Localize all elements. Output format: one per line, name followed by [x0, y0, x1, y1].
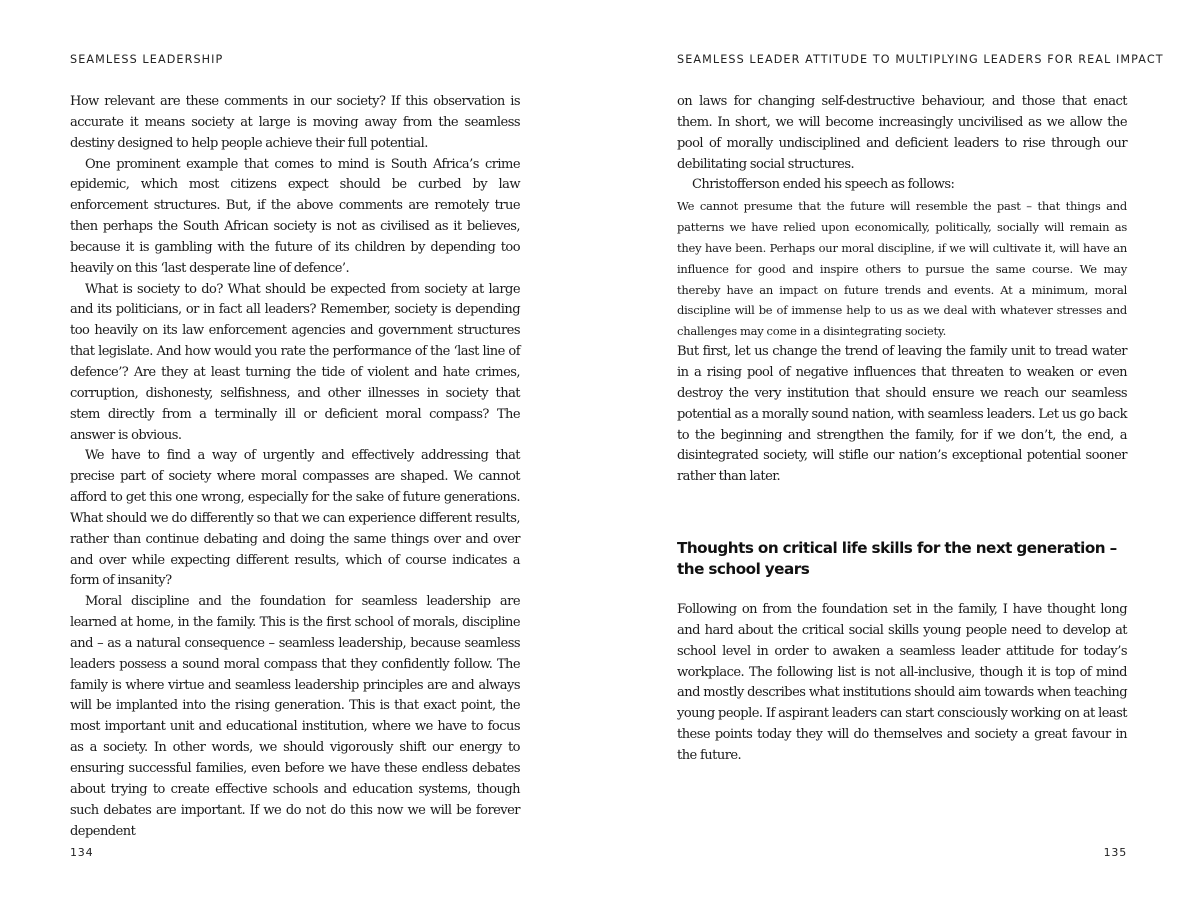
- paragraph: We have to find a way of urgently and effectively addressing that precise part of society where moral compasses are shaped. We cannot afford to get this one wrong, especially for the sake of future generations. What should we do differently so that we can experience different results, rather than continue debating and doing the same things over and over and over while expecting different results, which of course indicates a form of insanity?: [70, 448, 520, 589]
- running-head-left: SEAMLESS LEADERSHIP: [70, 53, 224, 66]
- running-head-right: SEAMLESS LEADER ATTITUDE TO MULTIPLYING LEADERS FOR REAL IMPACT: [677, 53, 1164, 66]
- paragraph-quote-intro: Christofferson ended his speech as follows:: [692, 177, 955, 193]
- right-page: [677, 0, 1164, 917]
- section-heading: Thoughts on critical life skills for the next generation – the school years: [677, 539, 1117, 579]
- page-number-right: 135: [1103, 846, 1127, 859]
- block-quote: We cannot presume that the future will resemble the past – that things and patterns we have relied upon economically, politically, socially will remain as they have been. Perhaps our moral discipline, if we will cultivate it, will have an influence for good and inspire others to pursue the same course. We may thereby have an impact on future trends and events. At a minimum, moral discipline will be of immense help to us as we deal with whatever stresses and challenges may come in a disintegrating society.: [677, 199, 1127, 339]
- left-page: [70, 0, 520, 917]
- paragraph: But first, let us change the trend of leaving the family unit to tread water in a rising pool of negative influences that threaten to weaken or even destroy the very institution that should ensure we reach our seamless potential as a morally sound nation, with seamless leaders. Let us go back to the beginning and strengthen the family, for if we don’t, the end, a disintegrated society, will stifle our nation’s exceptional potential sooner rather than later.: [677, 344, 1127, 485]
- paragraph: One prominent example that comes to mind is South Africa’s crime epidemic, which most citizens expect should be curbed by law enforcement structures. But, if the above comments are remotely true then perhaps the South African society is not as civilised as it believes, because it is gambling with the future of its children by depending too heavily on this ‘last desperate line of defence’.: [70, 156, 520, 276]
- paragraph: How relevant are these comments in our society? If this observation is accurate it means society at large is moving away from the seamless destiny designed to help people achieve their full potential.: [70, 94, 520, 151]
- page-number-left: 134: [70, 846, 94, 859]
- paragraph-continued: on laws for changing self-destructive behaviour, and those that enact them. In short, we will become increasingly uncivilised as we allow the pool of morally undisciplined and deficient leaders to rise through our debilitating social structures.: [677, 94, 1127, 172]
- right-page-body: [677, 92, 1127, 767]
- paragraph: Following on from the foundation set in the family, I have thought long and hard about the critical social skills young people need to develop at school level in order to awaken a seamless leader attitude for today’s workplace. The following list is not all-inclusive, though it is top of mind and mostly describes what institutions should aim towards when teaching young people. If aspirant leaders can start consciously working on at least these points today they will do themselves and society a great favour in the future.: [677, 602, 1127, 763]
- left-page-body: [70, 92, 520, 842]
- paragraph: Moral discipline and the foundation for seamless leadership are learned at home, in the family. This is the first school of morals, discipline and – as a natural consequence – seamless leadership, because seamless leaders possess a sound moral compass that they confidently follow. The family is where virtue and seamless leadership principles are and always will be implanted into the rising generation. This is that exact point, the most important unit and educational institution, where we have to focus as a society. In other words, we should vigorously shift our energy to ensuring successful families, even before we have these endless debates about trying to create effective schools and education systems, though such debates are important. If we do not do this now we will be forever dependent: [70, 594, 520, 839]
- paragraph: What is society to do? What should be expected from society at large and its politicians, or in fact all leaders? Remember, society is depending too heavily on its law enforcement agencies and government structures that legislate. And how would you rate the performance of the ‘last line of defence’? Are they at least turning the tide of violent and hate crimes, corruption, dishonesty, selfishness, and other illnesses in society that stem directly from a terminally ill or deficient moral compass? The answer is obvious.: [70, 281, 520, 443]
